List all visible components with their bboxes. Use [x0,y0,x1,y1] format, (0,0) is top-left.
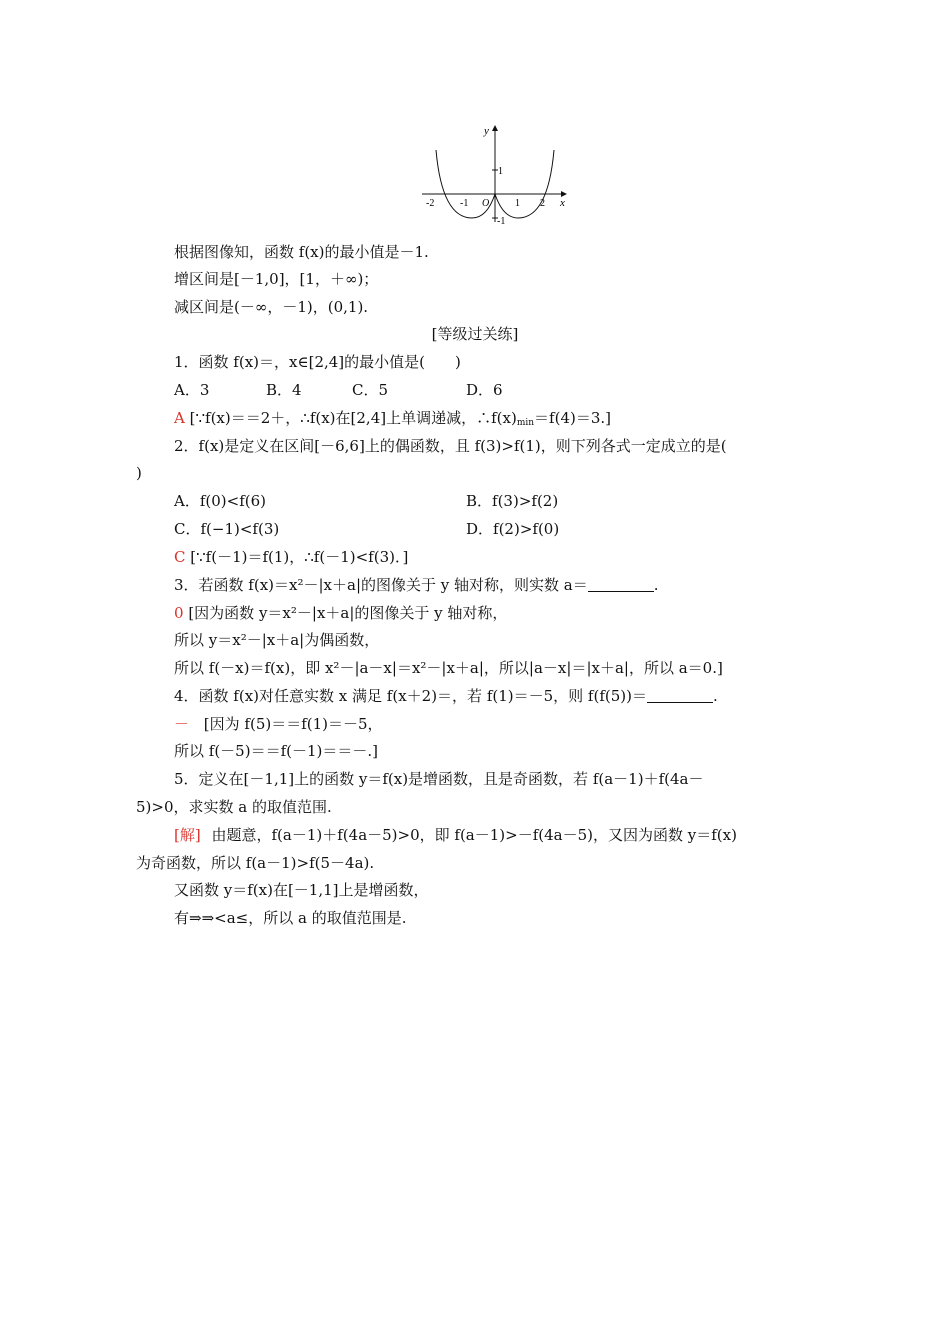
question-3-blank [588,577,654,592]
tick-x-2: 2 [540,198,545,209]
q1-option-b: B．4 [266,381,302,399]
answer-1-key: A [174,409,185,427]
question-4-blank [647,688,713,703]
function-graph [420,118,570,228]
question-3-end: . [653,576,659,594]
solution-5-line-4: 有⇒⇒<a≤，所以 a 的取值范围是. [174,909,407,927]
question-5-line-2: 5)>0，求实数 a 的取值范围. [136,798,332,816]
question-5-line-1: 5．定义在[－1,1]上的函数 y＝f(x)是增函数，且是奇函数，若 f(a－1)＋f(4a－ [174,770,704,788]
question-4-text: 4．函数 f(x)对任意实数 x 满足 f(x＋2)＝，若 f(1)＝－5，则 f(f(5))＝ [174,687,647,705]
text-decreasing-interval: 减区间是(－∞，－1)，(0,1). [174,298,369,316]
question-1: 1．函数 f(x)＝，x∈[2,4]的最小值是( ) [174,353,461,371]
answer-3-text: [因为函数 y＝x²－|x＋a|的图像关于 y 轴对称， [188,604,508,622]
answer-4-key: － [174,715,190,733]
answer-3 [174,603,507,623]
solution-5-line-2: 为奇函数，所以 f(a－1)>f(5－4a). [136,854,375,872]
graph-svg [420,118,570,228]
solution-text: 由题意，f(a－1)＋f(4a－5)>0，即 f(a－1)>－f(4a－5)，又因为函数 y＝f(x) [211,826,737,844]
text-min-value: 根据图像知，函数 f(x)的最小值是－1. [174,243,429,261]
q2-option-b: B．f(3)>f(2) [466,492,559,510]
answer-3-key: 0 [174,604,184,622]
y-axis-label: y [484,125,489,137]
answer-2-key: C [174,548,186,566]
x-axis-label: x [560,197,565,209]
solution-5-line-3: 又函数 y＝f(x)在[－1,1]上是增函数， [174,881,429,899]
q2-option-d: D．f(2)>f(0) [466,520,560,538]
question-3-text: 3．若函数 f(x)＝x²－|x＋a|的图像关于 y 轴对称，则实数 a＝ [174,576,588,594]
answer-4 [174,714,383,734]
section-title: [等级过关练] [431,325,519,343]
q1-option-d: D．6 [466,381,503,399]
question-4 [174,686,718,706]
answer-1-text: [∵f(x)＝＝2＋，∴f(x)在[2,4]上单调递减，∴f(x) [189,409,517,427]
answer-2 [174,547,408,567]
q1-option-c: C．5 [352,381,389,399]
answer-2-text: [∵f(－1)＝f(1)，∴f(－1)<f(3)．] [190,548,409,566]
tick-y-neg: -1 [497,216,506,227]
answer-1-sub: min [516,418,535,428]
q2-option-a: A．f(0)<f(6) [174,492,266,510]
tick-x-m1: -1 [460,198,469,209]
answer-1-tail: ＝f(4)＝3.] [534,409,612,427]
tick-y-pos: 1 [498,166,503,177]
tick-x-1: 1 [515,198,520,209]
question-3 [174,575,659,595]
answer-4-text: [因为 f(5)＝＝f(1)＝－5， [203,715,383,733]
question-2-line-2: ) [136,464,142,482]
q1-option-a: A．3 [174,381,210,399]
curve-right [495,150,554,218]
answer-1 [174,408,611,433]
question-2-line-1: 2．f(x)是定义在区间[－6,6]上的偶函数，且 f(3)>f(1)，则下列各式一定成立的是( [174,437,727,455]
tick-x-m2: -2 [426,198,435,209]
answer-3-line-2: 所以 y＝x²－|x＋a|为偶函数， [174,631,380,649]
question-4-end: . [713,687,718,705]
solution-5-line-1 [174,825,737,845]
q2-option-c: C．f(−1)<f(3) [174,520,280,538]
answer-4-line-2: 所以 f(－5)＝＝f(－1)＝＝－.] [174,742,378,760]
text-increasing-interval: 增区间是[－1,0]，[1，＋∞)； [174,270,379,288]
answer-3-line-3: 所以 f(－x)＝f(x)，即 x²－|a－x|＝x²－|x＋a|，所以|a－x|＝|x＋a|，所以 a＝0.] [174,659,723,677]
solution-key: [解] [174,826,201,844]
origin-label: O [482,198,490,209]
